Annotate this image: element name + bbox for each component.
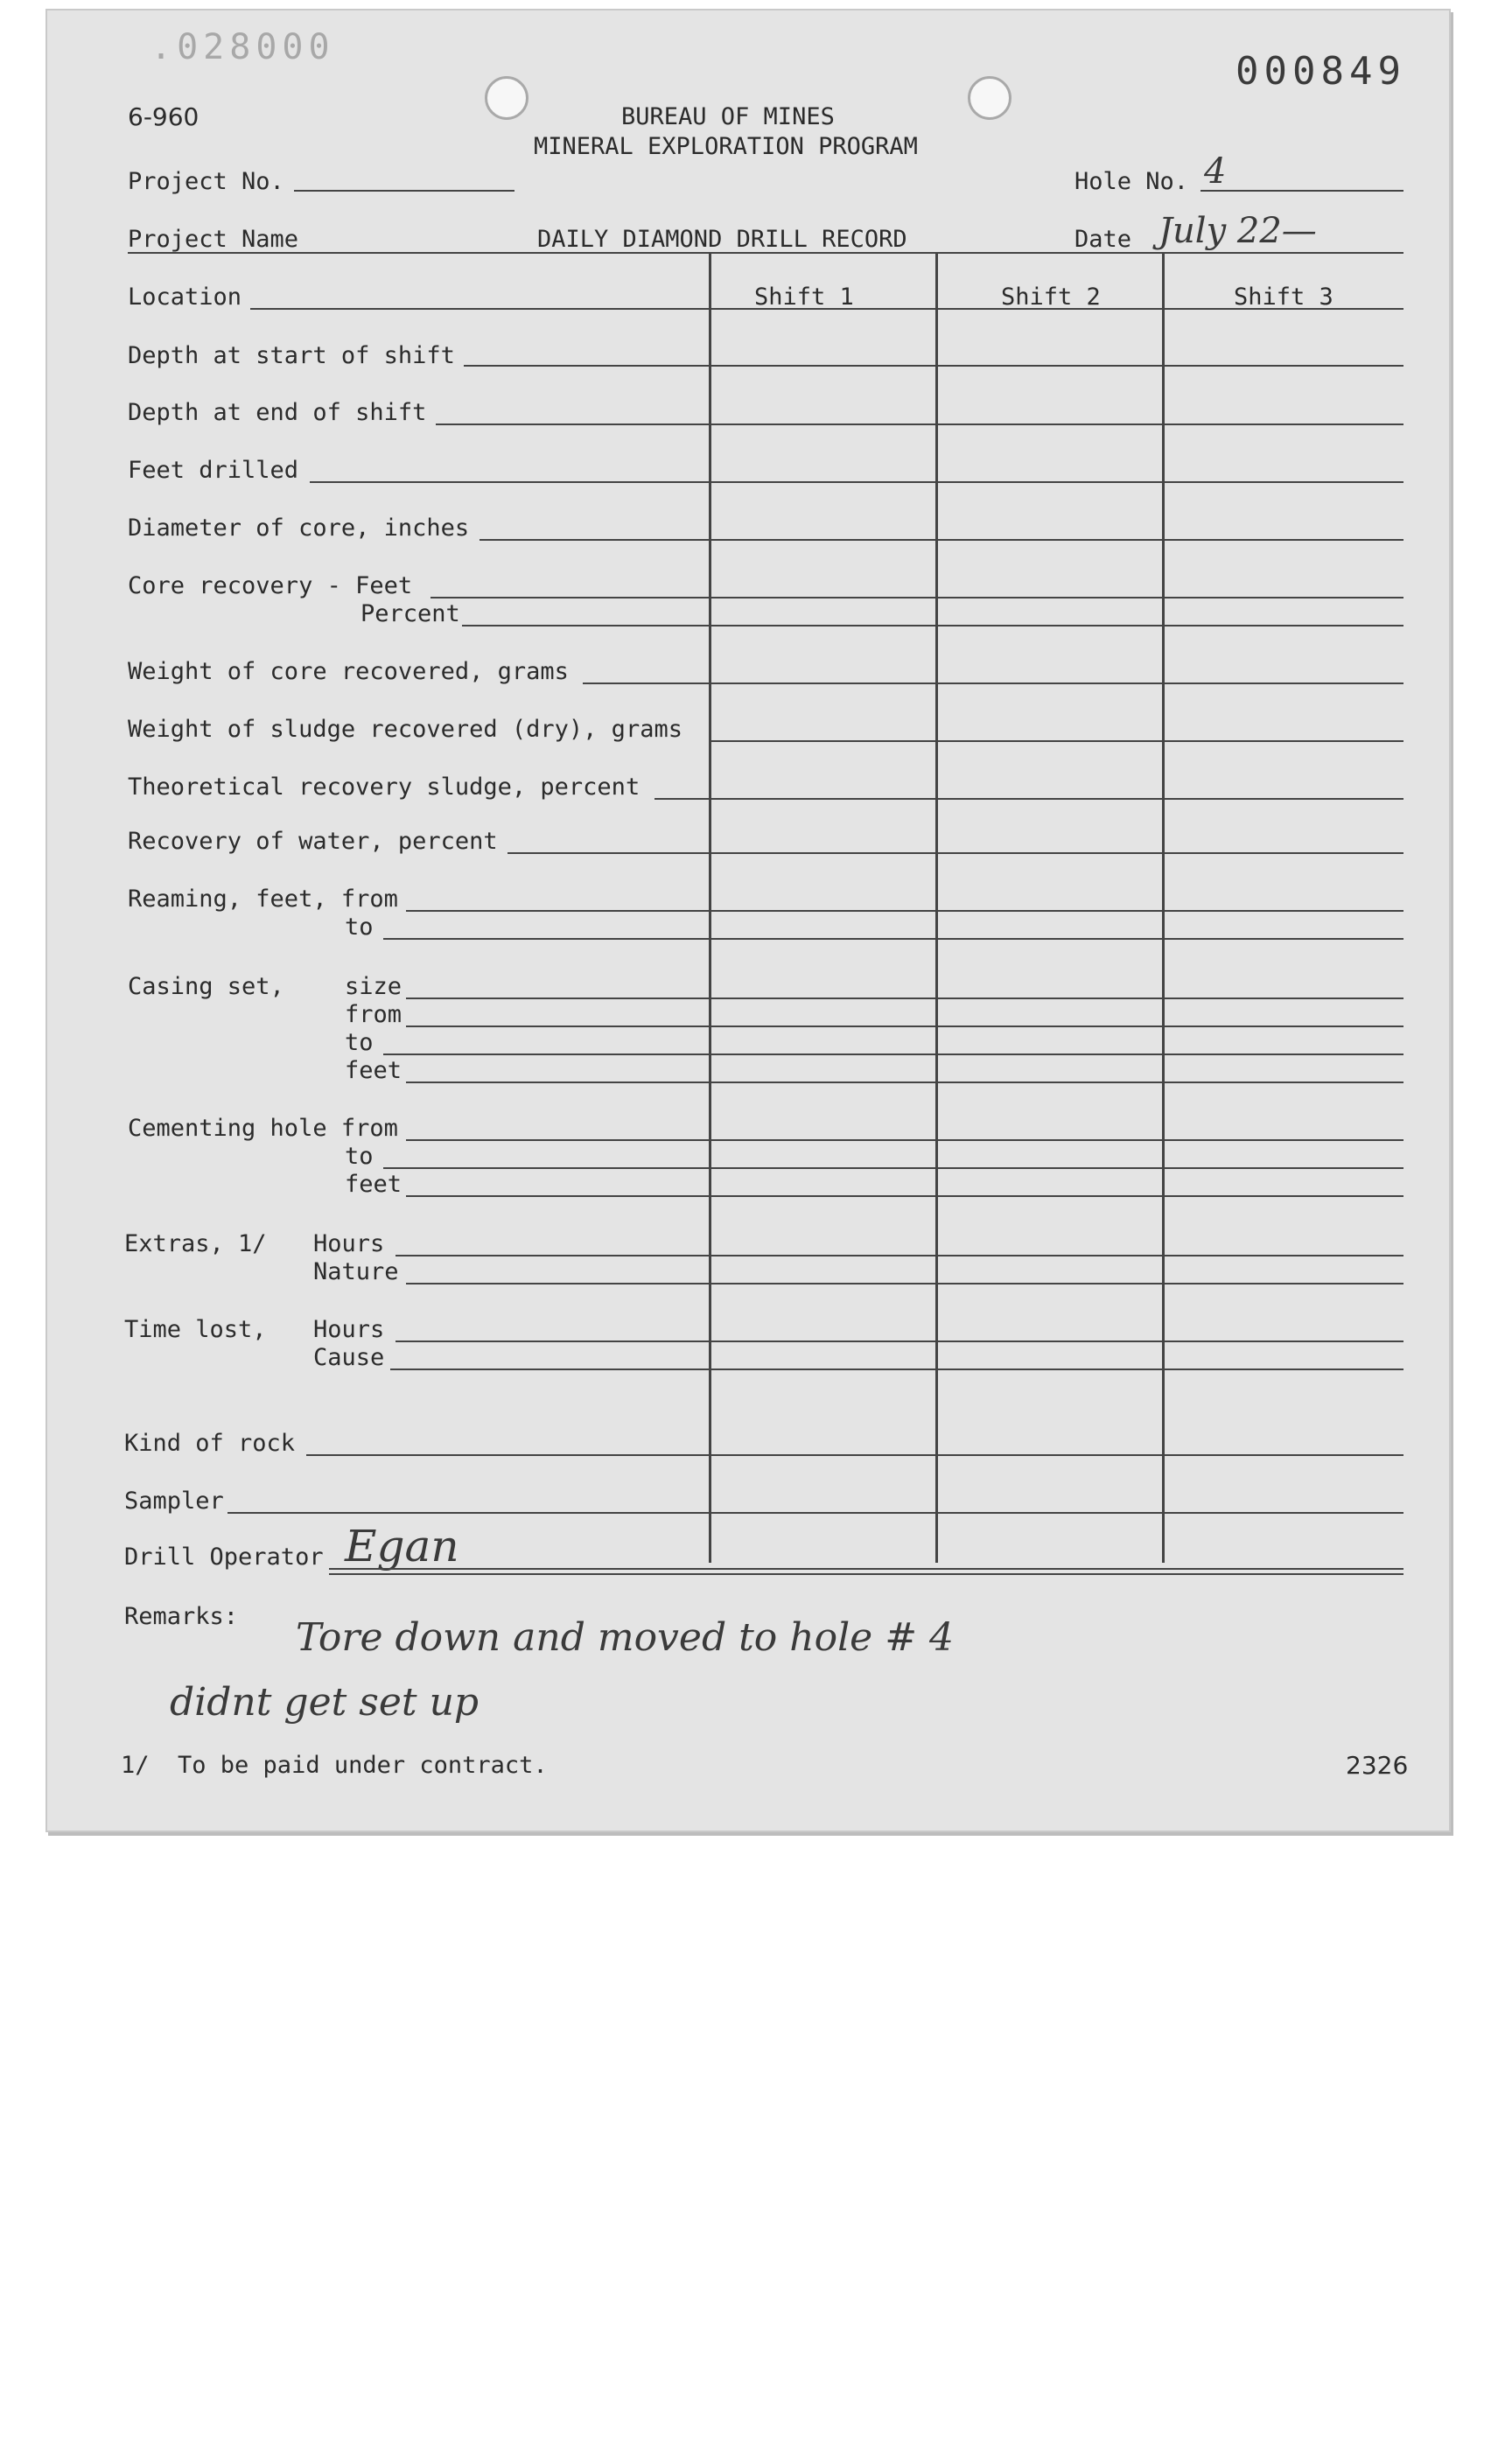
remarks-line-2: didnt get set up <box>170 1680 480 1725</box>
column-divider-1 <box>709 254 711 1563</box>
row-line <box>430 597 1404 598</box>
row-line <box>508 852 1404 854</box>
project-no-label: Project No. <box>128 168 284 195</box>
row-kind-of-rock: Kind of rock <box>124 1430 296 1457</box>
row-line <box>464 365 1404 367</box>
column-divider-3 <box>1162 254 1165 1563</box>
row-line <box>329 1568 1404 1570</box>
location-line <box>250 308 709 310</box>
row-line <box>406 1283 1404 1284</box>
row-reaming-to: to <box>345 914 374 941</box>
record-title: DAILY DIAMOND DRILL RECORD <box>537 226 907 253</box>
shift-3-header: Shift 3 <box>1234 284 1334 311</box>
row-sludge-weight: Weight of sludge recovered (dry), grams <box>128 716 682 743</box>
remarks-label: Remarks: <box>124 1603 239 1630</box>
punch-hole-left <box>485 76 528 120</box>
hole-no-label: Hole No. <box>1074 168 1189 195</box>
row-line <box>406 1082 1404 1083</box>
project-no-line <box>294 190 514 192</box>
footnote: 1/ To be paid under contract. <box>121 1752 548 1779</box>
row-line <box>462 625 1404 626</box>
row-core-recovery: Core recovery - Feet <box>128 572 413 599</box>
row-line <box>406 1195 1404 1197</box>
header-divider <box>128 252 1404 254</box>
row-casing: Casing set, <box>128 973 284 1000</box>
row-depth-end: Depth at end of shift <box>128 399 427 426</box>
row-reaming: Reaming, feet, from <box>128 886 398 913</box>
page-stamp-number: 000849 <box>1236 49 1406 94</box>
row-extras-hours: Hours <box>313 1230 385 1257</box>
table-bottom-rule <box>329 1573 1404 1575</box>
row-water-recovery: Recovery of water, percent <box>128 828 498 855</box>
shift-header-line <box>709 308 1404 310</box>
shift-2-header: Shift 2 <box>1001 284 1101 311</box>
row-cementing-to: to <box>345 1143 374 1170</box>
agency-title: BUREAU OF MINES <box>621 103 835 130</box>
row-line <box>390 1368 1404 1370</box>
row-line <box>583 682 1404 684</box>
row-extras: Extras, 1/ <box>124 1230 267 1257</box>
row-line <box>396 1340 1404 1342</box>
drill-record-form <box>46 9 1451 1832</box>
row-casing-size: size <box>345 973 402 1000</box>
row-theoretical-recovery: Theoretical recovery sludge, percent <box>128 774 640 801</box>
page-code: 2326 <box>1346 1751 1409 1780</box>
row-line <box>396 1255 1404 1256</box>
row-line <box>383 938 1404 940</box>
row-cementing-feet: feet <box>345 1171 402 1198</box>
row-line <box>383 1167 1404 1169</box>
row-line <box>654 798 1404 800</box>
punch-hole-right <box>968 76 1012 120</box>
row-casing-from: from <box>345 1001 402 1028</box>
project-name-label: Project Name <box>128 226 299 253</box>
row-line <box>406 1139 1404 1141</box>
shift-1-header: Shift 1 <box>754 284 854 311</box>
date-label: Date <box>1074 226 1132 253</box>
row-line <box>383 1054 1404 1055</box>
column-divider-2 <box>935 254 938 1563</box>
drill-operator-value: Egan <box>345 1521 459 1572</box>
row-line <box>406 910 1404 912</box>
row-line <box>228 1512 1404 1514</box>
row-time-lost-hours: Hours <box>313 1316 385 1343</box>
row-time-lost: Time lost, <box>124 1316 267 1343</box>
row-core-recovery-percent: Percent <box>360 600 460 627</box>
row-line <box>480 539 1404 541</box>
row-line <box>436 424 1404 425</box>
row-core-diameter: Diameter of core, inches <box>128 514 470 542</box>
row-casing-to: to <box>345 1029 374 1056</box>
row-time-lost-cause: Cause <box>313 1344 385 1371</box>
row-sampler: Sampler <box>124 1488 224 1515</box>
date-value: July 22— <box>1158 211 1317 251</box>
faint-stamp-number: .028000 <box>150 27 335 67</box>
row-line <box>306 1454 1404 1456</box>
hole-no-line <box>1200 190 1404 192</box>
row-feet-drilled: Feet drilled <box>128 457 299 484</box>
row-depth-start: Depth at start of shift <box>128 342 455 369</box>
row-core-weight: Weight of core recovered, grams <box>128 658 569 685</box>
row-line <box>709 740 1404 742</box>
row-drill-operator: Drill Operator <box>124 1544 324 1571</box>
location-label: Location <box>128 284 242 311</box>
row-extras-nature: Nature <box>313 1258 399 1285</box>
hole-no-value: 4 <box>1204 151 1227 192</box>
row-line <box>310 481 1404 483</box>
form-number: 6-960 <box>128 102 200 131</box>
row-cementing: Cementing hole from <box>128 1115 398 1142</box>
remarks-line-1: Tore down and moved to hole # 4 <box>296 1615 955 1660</box>
program-title: MINERAL EXPLORATION PROGRAM <box>534 133 918 160</box>
row-casing-feet: feet <box>345 1057 402 1084</box>
row-line <box>406 998 1404 999</box>
row-line <box>406 1026 1404 1027</box>
